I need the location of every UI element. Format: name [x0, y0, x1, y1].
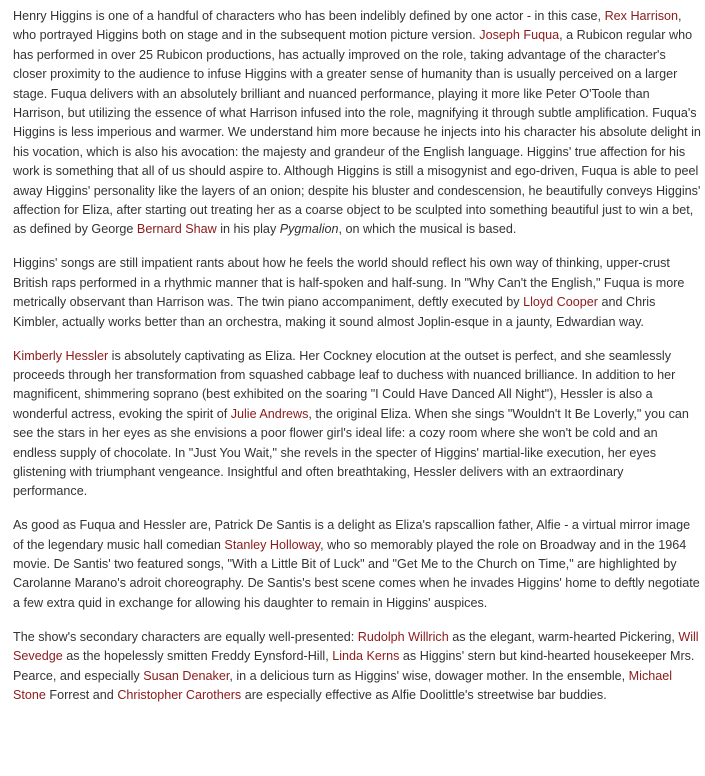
paragraph-text: are especially effective as Alfie Doolittle's streetwise bar buddies.: [241, 688, 607, 702]
person-link[interactable]: Michael Stone: [13, 668, 673, 702]
person-link[interactable]: Lloyd Cooper: [523, 295, 598, 310]
paragraph-text: as the elegant, warm-hearted Pickering,: [448, 629, 679, 644]
article-paragraph: [13, 254, 701, 332]
paragraph-text: , on which the musical is based.: [338, 222, 517, 237]
paragraph-text: , in a delicious turn as Higgins' wise, dowager mother. In the ensemble,: [229, 668, 629, 683]
article-paragraph: [13, 628, 701, 706]
article-paragraph: [13, 347, 701, 502]
paragraph-text: Henry Higgins is one of a handful of characters who has been indelibly defined by one actor - in this case,: [13, 9, 605, 23]
paragraph-text: as Higgins' stern but kind-hearted housekeeper Mrs. Pearce, and especially: [13, 649, 695, 683]
paragraph-text: Higgins' songs are still impatient rants about how he feels the world should reflect his own way of thinking, upper-crust British raps performed in a rhythmic manner that is half-spoken and half-sung. In "Why Can't the English," Fuqua is more metrically observant than Harrison was. The twin piano accompaniment, deftly executed by: [13, 256, 685, 310]
paragraph-text: Forrest and: [45, 688, 118, 702]
person-link[interactable]: Linda Kerns: [332, 649, 400, 664]
paragraph-text: is absolutely captivating as Eliza. Her Cockney elocution at the outset is perfect, and she seamlessly proceeds through her transformation from squashed cabbage leaf to duchess with nuanced brilliance. In addition to her magnificent, shimmering soprano (best exhibited on the soaring "I Could Have Danced All Night"), Hessler is also a wonderful actress, evoking the spirit of: [13, 348, 676, 421]
person-link[interactable]: Will Sevedge: [13, 629, 699, 664]
paragraph-text: , the original Eliza. When she sings "Wouldn't It Be Loverly," you can see the stars in her eyes as she envisions a poor flower girl's ideal life: a cozy room where she won't be cold and an endless supply of chocolate. In "Just You Wait," she revels in the specter of Higgins' martial-like execution, her eyes glistening with triumphant vengeance. Insightful and often breathtaking, Hessler delivers with an extraordinary performance.: [13, 406, 689, 499]
article-paragraph: [13, 7, 701, 240]
person-link[interactable]: Rudolph Willrich: [357, 629, 449, 644]
paragraph-text: The show's secondary characters are equally well-presented:: [13, 629, 358, 644]
paragraph-text: , a Rubicon regular who has performed in over 25 Rubicon productions, has actually improved on the role, taking advantage of the character's closer proximity to the audience to infuse Higgins with a greater sense of humanity than is usually perceived on a larger stage. Fuqua delivers with an absolutely brilliant and nuanced performance, playing it more like Peter O'Toole than Harrison, but utilizing the essence of what Harrison infused into the role, magnifying it through subtle amplification. Fuqua's Higgins is less imperious and warmer. We understand him more because he injects into his character his absolute delight in his vocation, which is also his avocation: the majesty and grandeur of the English language. Higgins' true affection for his work is something that all of us should aspire to. Although Higgins is still a misogynist and ego-driven, Fuqua is able to peel away Higgins' personality like the layers of an onion; despite his bluster and condescension, he beautifully conveys Higgins' affection for Eliza, after starting out treating her as a coarse object to be sculpted into something beautiful just to win a bet, as defined by George: [13, 28, 701, 237]
person-link[interactable]: Julie Andrews: [230, 406, 309, 421]
person-link[interactable]: Kimberly Hessler: [13, 348, 109, 363]
paragraph-text: in his play: [216, 222, 280, 237]
paragraph-text: as the hopelessly smitten Freddy Eynsford-Hill,: [62, 649, 333, 664]
person-link[interactable]: Susan Denaker: [143, 668, 230, 683]
paragraph-text: , who so memorably played the role on Broadway and in the 1964 movie. De Santis' two featured songs, "With a Little Bit of Luck" and "Get Me to the Church on Time," are highlighted by Carolanne Marano's adroit choreography. De Santis's best scene comes when he invades Higgins' home to deftly negotiate a few extra quid in exchange for allowing his daughter to remain in Higgins' auspices.: [13, 537, 700, 610]
paragraph-text: As good as Fuqua and Hessler are, Patrick De Santis is a delight as Eliza's rapscallion father, Alfie - a virtual mirror image of the legendary music hall comedian: [13, 518, 691, 552]
article-body: [13, 7, 701, 720]
article-paragraph: [13, 516, 701, 613]
paragraph-text: , who portrayed Higgins both on stage and in the subsequent motion picture version.: [13, 9, 682, 43]
italic-title: Pygmalion: [279, 222, 339, 237]
person-link[interactable]: Rex Harrison: [604, 9, 679, 23]
person-link[interactable]: Bernard Shaw: [136, 222, 217, 237]
person-link[interactable]: Christopher Carothers: [117, 688, 242, 702]
person-link[interactable]: Stanley Holloway: [224, 537, 321, 552]
person-link[interactable]: Joseph Fuqua: [479, 28, 560, 43]
paragraph-text: and Chris Kimbler, actually works better than an orchestra, making it sound almost Joplin-esque in a jaunty, Edwardian way.: [13, 295, 656, 329]
